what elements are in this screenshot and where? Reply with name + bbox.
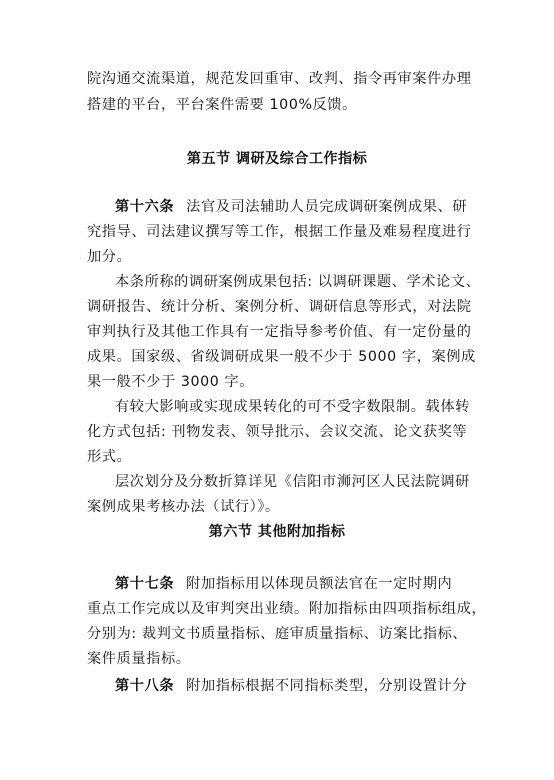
paragraph-line: 形式。	[87, 449, 132, 465]
article-number: 第十六条	[115, 199, 175, 215]
paragraph-line: 化方式包括: 刊物发表、领导批示、会议交流、论文获奖等	[87, 424, 468, 440]
paragraph-line: 案件质量指标。	[87, 651, 191, 667]
paragraph-line: 加分。	[87, 249, 132, 265]
paragraph-line: 审判执行及其他工作具有一定指导参考价值、有一定份量的	[87, 324, 472, 340]
article-number: 第十八条	[115, 678, 175, 694]
paragraph-line: 案例成果考核办法（试行）》。	[87, 499, 280, 515]
paragraph-line: 搭建的平台，平台案件需要 100%反馈。	[87, 97, 357, 113]
paragraph-line: 本条所称的调研案例成果包括: 以调研课题、学术论文、	[115, 274, 481, 290]
paragraph-line: 果一般不少于 3000 字。	[87, 374, 255, 390]
paragraph-line: 院沟通交流渠道，规范发回重审、改判、指令再审案件办理	[87, 71, 472, 87]
section-heading: 第五节 调研及综合工作指标	[186, 151, 368, 167]
article-number: 第十七条	[115, 576, 175, 592]
article-text: 附加指标根据不同指标类型，分别设置计分	[186, 678, 468, 694]
article-line	[115, 574, 452, 594]
paragraph-line: 层次划分及分数折算详见《信阳市浉河区人民法院调研	[115, 474, 470, 490]
paragraph-line: 调研报告、统计分析、案例分析、调研信息等形式，对法院	[87, 299, 472, 315]
article-text: 法官及司法辅助人员完成调研案例成果、研	[186, 199, 468, 215]
paragraph-line: 重点工作完成以及审判突出业绩。附加指标由四项指标组成，	[87, 601, 487, 617]
article-line	[115, 197, 467, 217]
article-line	[115, 676, 467, 696]
paragraph-line: 分别为: 裁判文书质量指标、庭审质量指标、访案比指标、	[87, 626, 468, 642]
section-heading: 第六节 其他附加指标	[208, 524, 346, 540]
paragraph-line: 究指导、司法建议撰写等工作，根据工作量及难易程度进行	[87, 224, 472, 240]
paragraph-line: 有较大影响或实现成果转化的可不受字数限制。载体转	[115, 399, 470, 415]
article-text: 附加指标用以体现员额法官在一定时期内	[186, 576, 453, 592]
paragraph-line: 成果。国家级、省级调研成果一般不少于 5000 字，案例成	[87, 349, 476, 365]
